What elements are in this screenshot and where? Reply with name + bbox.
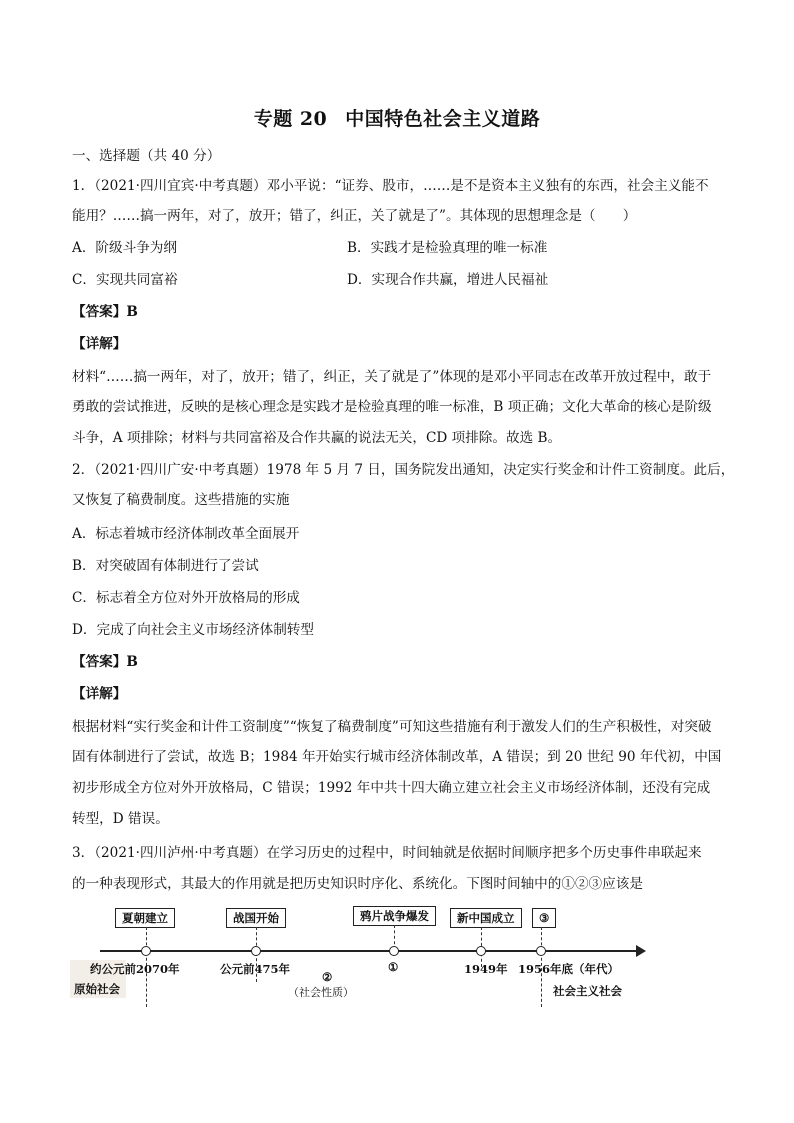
q2-detail-heading: 【详解】 (72, 686, 127, 702)
timeline-axis (100, 950, 640, 952)
event-box-xia: 夏朝建立 (115, 908, 175, 928)
q2-detail-line3: 初步形成全方位对外开放格局，C 错误；1992 年中共十四大确立建立社会主义市场经济体制，还没有完成 (72, 780, 711, 796)
event-marker-1: ① (388, 960, 399, 974)
q1-option-b: B．实践才是检验真理的唯一标准 (347, 240, 548, 256)
q2-answer: 【答案】B (72, 654, 138, 670)
event-dot-opium-war (389, 946, 399, 956)
event-dot-prc (476, 946, 486, 956)
label-primitive-society: 原始社会 (74, 982, 120, 996)
event-dot-warring-states (251, 946, 261, 956)
q1-stem-line2: 能用？……搞一两年，对了，放开；错了，纠正，关了就是了”。其体现的思想理念是（ ） (72, 208, 637, 224)
q1-answer: 【答案】B (72, 304, 138, 320)
q2-detail-line2: 固有体制进行了尝试，故选 B；1984 年开始实行城市经济体制改革，A 错误；到 20 世纪 90 年代初，中国 (72, 749, 722, 765)
q3-stem-line2: 的一种表现形式，其最大的作用就是把历史知识时序化、系统化。下图时间轴中的①②③应该是 (72, 876, 643, 892)
event-box-3: ③ (532, 908, 556, 928)
label-socialist-society: 社会主义社会 (553, 984, 622, 998)
timeline-arrow-icon (636, 945, 646, 957)
page-title (0, 104, 794, 131)
q1-option-d: D．实现合作共赢，增进人民福祉 (347, 272, 549, 288)
section-heading: 一、选择题（共 40 分） (72, 148, 221, 164)
q1-stem-line1: 1．（2021·四川宜宾·中考真题）邓小平说：“证券、股市，……是不是资本主义独有的东西，社会主义能不 (72, 178, 709, 194)
society-marker-2: ② (322, 970, 333, 984)
event-date-1956: 1956年底（年代） (518, 962, 620, 976)
event-dot-3 (536, 946, 546, 956)
q2-option-a: A．标志着城市经济体制改革全面展开 (72, 526, 300, 542)
event-date-xia: 约公元前2070年 (90, 962, 180, 976)
event-box-opium-war: 鸦片战争爆发 (353, 906, 436, 926)
q1-detail-line1: 材料“……搞一两年，对了，放开；错了，纠正，关了就是了”体现的是邓小平同志在改革开放过程中，敢于 (72, 369, 712, 385)
q2-detail-line4: 转型，D 错误。 (72, 811, 169, 827)
q2-option-b: B．对突破固有体制进行了尝试 (72, 558, 259, 574)
q1-detail-heading: 【详解】 (72, 336, 127, 352)
event-box-prc: 新中国成立 (450, 908, 522, 928)
q1-option-c: C．实现共同富裕 (72, 272, 178, 288)
title-main: 中国特色社会主义道路 (345, 108, 541, 130)
event-box-warring-states: 战国开始 (226, 908, 286, 928)
q1-detail-line3: 斗争，A 项排除；材料与共同富裕及合作共赢的说法无关，CD 项排除。故选 B。 (72, 430, 562, 446)
q2-stem-line2: 又恢复了稿费制度。这些措施的实施 (72, 492, 290, 508)
q2-option-c: C．标志着全方位对外开放格局的形成 (72, 590, 300, 606)
q1-option-a: A．阶级斗争为纲 (72, 240, 177, 256)
history-timeline-figure (70, 900, 670, 1010)
society-nature-note: （社会性质） (288, 986, 354, 999)
q2-detail-line1: 根据材料“实行奖金和计件工资制度”“恢复了稿费制度”可知这些措施有利于激发人们的生产积极性，对突破 (72, 719, 712, 735)
event-date-warring-states: 公元前475年 (220, 962, 291, 976)
q2-option-d: D．完成了向社会主义市场经济体制转型 (72, 622, 314, 638)
title-prefix: 专题 20 (253, 108, 328, 130)
q1-detail-line2: 勇敢的尝试推进，反映的是核心理念是实践才是检验真理的唯一标准，B 项正确；文化大革命的核心是阶级 (72, 399, 712, 415)
q3-stem-line1: 3．（2021·四川泸州·中考真题）在学习历史的过程中，时间轴就是依据时间顺序把多个历史事件串联起来 (72, 845, 702, 861)
event-dot-xia (141, 946, 151, 956)
q2-stem-line1: 2．（2021·四川广安·中考真题）1978 年 5 月 7 日，国务院发出通知，决定实行奖金和计件工资制度。此后， (72, 462, 735, 478)
event-date-prc: 1949年 (464, 962, 508, 976)
